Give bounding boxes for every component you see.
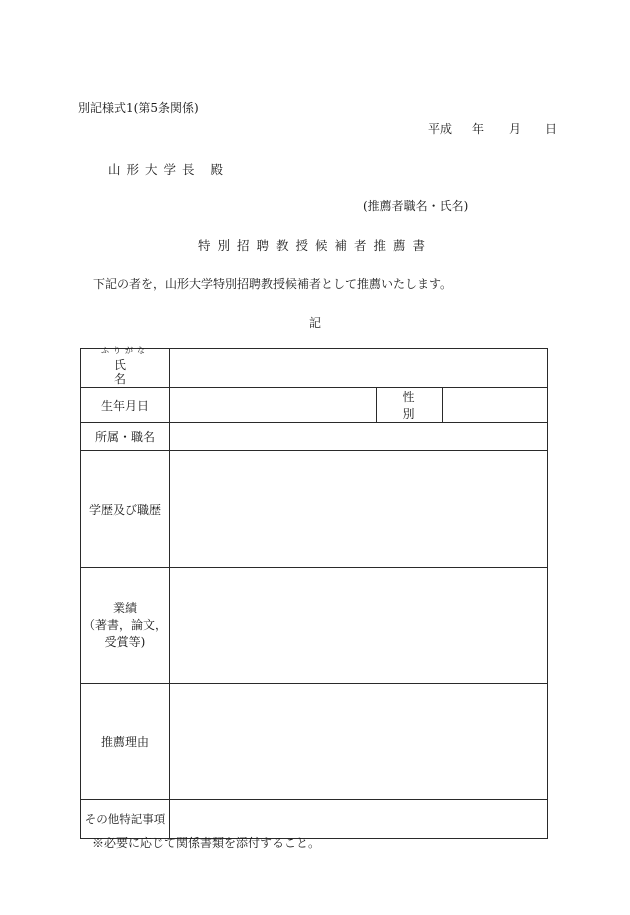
- form-identifier: 別記様式1(第5条関係): [78, 101, 199, 115]
- furigana-label: ふりがな: [101, 346, 149, 355]
- other-field[interactable]: [170, 800, 548, 839]
- birthdate-field[interactable]: [170, 388, 377, 423]
- reason-field[interactable]: [170, 684, 548, 800]
- other-label: その他特記事項: [81, 800, 170, 839]
- reason-label: 推薦理由: [81, 684, 170, 800]
- achievements-label-line1: 業績: [112, 601, 137, 615]
- education-field[interactable]: [170, 451, 548, 568]
- education-label: 学歴及び職歴: [81, 451, 170, 568]
- gender-label: 性 別: [377, 388, 443, 423]
- recommendation-table: [80, 348, 548, 839]
- date-day-label: 日: [545, 122, 558, 136]
- achievements-row: [81, 568, 548, 684]
- recommender-name-field: (推薦者職名・氏名): [363, 199, 469, 213]
- affiliation-label: 所属・職名: [81, 423, 170, 451]
- document-title: 特別招聘教授候補者推薦書: [197, 238, 432, 253]
- name-field[interactable]: [170, 349, 548, 388]
- addressee: 山形大学長 殿: [108, 162, 229, 177]
- achievements-field[interactable]: [170, 568, 548, 684]
- footnote: ※必要に応じて関係書類を添付すること。: [92, 836, 321, 850]
- achievements-label: [81, 568, 170, 684]
- education-row: [81, 451, 548, 568]
- name-label-cell: [81, 346, 170, 388]
- date-year-label: 年: [472, 122, 485, 136]
- other-row: [81, 800, 548, 839]
- birthdate-label: 生年月日: [81, 388, 170, 423]
- reason-row: [81, 684, 548, 800]
- achievements-label-line3: 受賞等): [104, 635, 146, 649]
- achievements-label-line2: （著書，論文，: [82, 618, 167, 632]
- name-row: [81, 349, 548, 388]
- date-month-label: 月: [509, 122, 522, 136]
- affiliation-field[interactable]: [170, 423, 548, 451]
- ki-heading: 記: [308, 316, 321, 330]
- gender-field[interactable]: [443, 388, 548, 423]
- name-label: 氏 名: [113, 358, 148, 386]
- date-line: [428, 120, 557, 137]
- affiliation-row: [81, 423, 548, 451]
- birthdate-row: [81, 388, 548, 423]
- intro-text: 下記の者を，山形大学特別招聘教授候補者として推薦いたします。: [93, 277, 453, 291]
- date-era: 平成: [428, 122, 453, 136]
